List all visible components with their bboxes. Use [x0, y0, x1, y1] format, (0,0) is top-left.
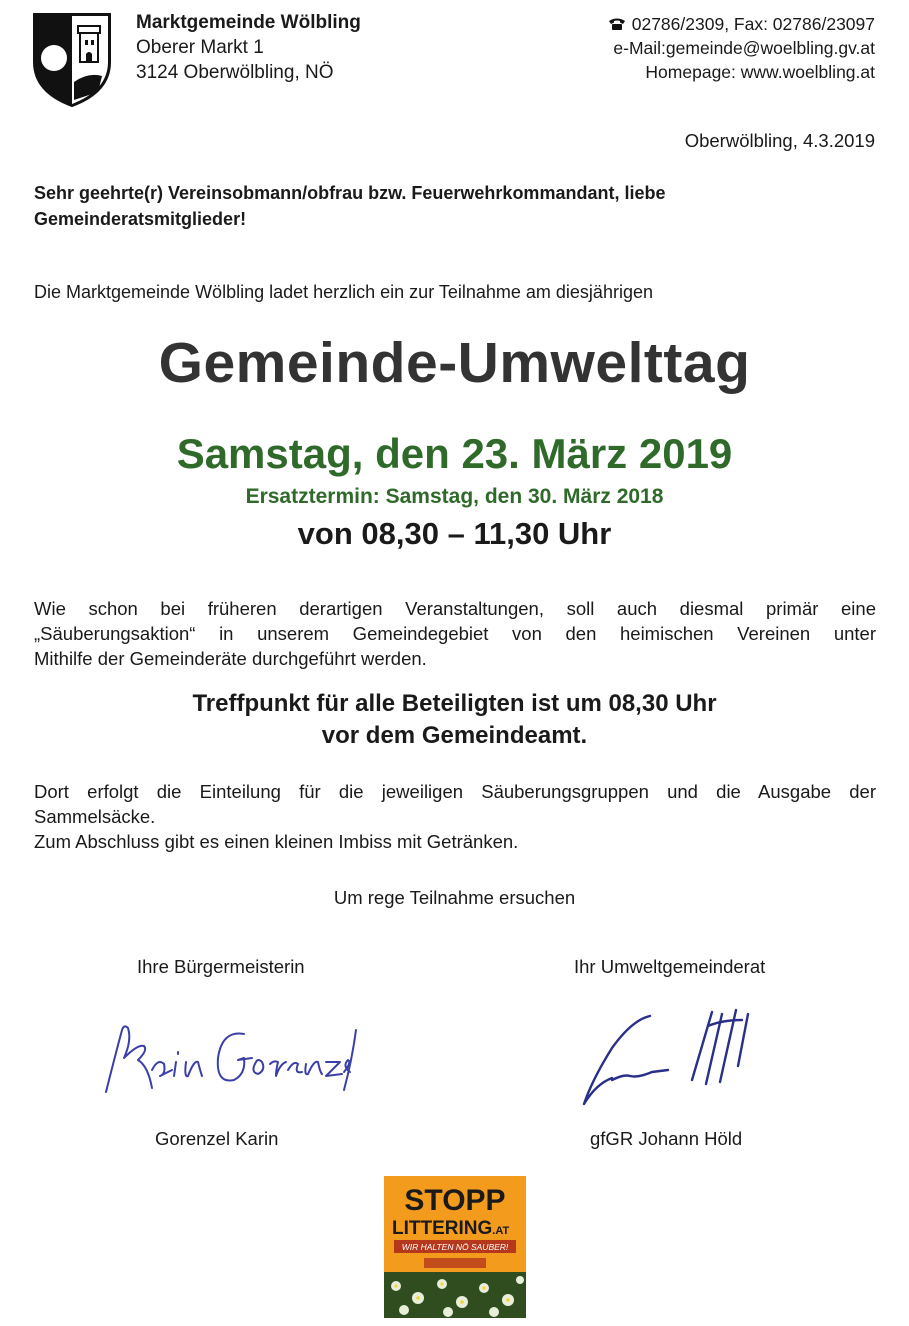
- meeting-point: [0, 688, 909, 752]
- paragraph-line: Sammelsäcke.: [34, 806, 156, 827]
- email-line: e-Mail:gemeinde@woelbling.gv.at: [613, 38, 875, 58]
- salutation: [34, 180, 864, 232]
- city-address: 3124 Oberwölbling, NÖ: [136, 62, 334, 83]
- event-date: Samstag, den 23. März 2019: [176, 430, 733, 477]
- details-paragraph: [34, 779, 876, 854]
- street-address: Oberer Markt 1: [136, 37, 264, 58]
- paragraph-line: Zum Abschluss gibt es einen kleinen Imbiss mit Getränken.: [34, 831, 519, 852]
- phone-fax: 02786/2309, Fax: 02786/23097: [631, 14, 875, 34]
- logo-tagline: WIR HALTEN NÖ SAUBER!: [401, 1242, 509, 1252]
- salutation-line: Gemeinderatsmitglieder!: [34, 209, 247, 229]
- event-time: von 08,30 – 11,30 Uhr: [297, 516, 612, 551]
- alternate-date: Ersatztermin: Samstag, den 30. März 2018: [245, 485, 664, 508]
- meeting-line: Treffpunkt für alle Beteiligten ist um 08,30 Uhr: [192, 690, 717, 717]
- telephone-icon: [608, 17, 626, 31]
- mayor-signature: [94, 1000, 364, 1120]
- closing-line: Um rege Teilnahme ersuchen: [333, 887, 576, 908]
- logo-word-stopp: STOPP: [404, 1184, 506, 1217]
- meeting-line: vor dem Gemeindeamt.: [321, 722, 588, 749]
- homepage-line: Homepage: www.woelbling.at: [645, 62, 875, 82]
- description-paragraph: [34, 596, 876, 671]
- paragraph-line: Wie schon bei früheren derartigen Veranstaltungen, soll auch diesmal primär eine: [34, 598, 876, 619]
- svg-text:LITTERING.AT: [392, 1218, 509, 1239]
- councillor-signature: [572, 1000, 792, 1120]
- municipality-name: Marktgemeinde Wölbling: [136, 12, 361, 33]
- logo-word-littering: LITTERING: [392, 1218, 493, 1239]
- stopp-littering-logo: [384, 1176, 526, 1318]
- coat-of-arms-logo: [32, 12, 112, 108]
- paragraph-line: Mithilfe der Gemeinderäte durchgeführt werden.: [34, 648, 427, 669]
- intro-text: Die Marktgemeinde Wölbling ladet herzlich ein zur Teilnahme am diesjährigen: [34, 282, 653, 302]
- paragraph-line: Dort erfolgt die Einteilung für die jeweiligen Säuberungsgruppen und die Ausgabe der: [34, 781, 876, 802]
- councillor-title: Ihr Umweltgemeinderat: [574, 956, 766, 977]
- sender-address: [136, 10, 361, 85]
- event-title: Gemeinde-Umwelttag: [158, 331, 751, 395]
- mayor-title: Ihre Bürgermeisterin: [137, 956, 305, 977]
- letter-date: Oberwölbling, 4.3.2019: [684, 130, 875, 151]
- contact-info: [608, 12, 875, 84]
- logo-domain: .AT: [492, 1225, 510, 1237]
- salutation-line: Sehr geehrte(r) Vereinsobmann/obfrau bzw. Feuerwehrkommandant, liebe: [34, 183, 666, 203]
- mayor-name: Gorenzel Karin: [155, 1128, 279, 1149]
- councillor-name: gfGR Johann Höld: [590, 1128, 743, 1149]
- paragraph-line: „Säuberungsaktion“ in unserem Gemeindegebiet von den heimischen Vereinen unter: [34, 623, 876, 644]
